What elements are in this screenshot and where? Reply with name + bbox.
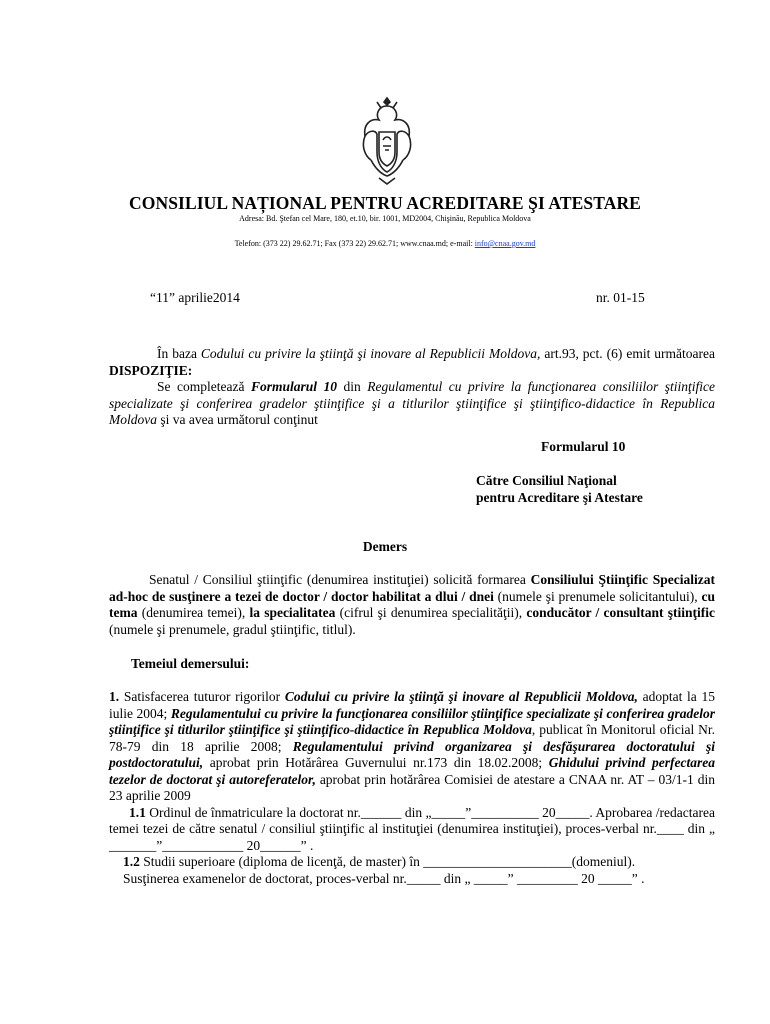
demers-heading: Demers <box>362 539 408 554</box>
institution-address: Adresa: Bd. Ştefan cel Mare, 180, et.10, bir. 1001, MD2004, Chişinău, Republica Moldova <box>239 214 531 223</box>
addressee-line: Către Consiliul Naţional <box>476 473 617 488</box>
grounds-item-1: 1. Satisfacerea tuturor rigorilor Codului cu privire la ştiinţă şi inovare al Republicii Moldova, adoptat la 15 iulie 2004; Regulamentului cu privire la funcţionarea consiliilor ştiinţifice specializate şi conferirea gradelor ştiinţifice şi titlurilor ştiinţifice şi ştiinţifico-didactice în Republica Moldova, publicat în Monitorul oficial Nr. 78-79 din 18 aprilie 2008; Regulamentului privind organizarea şi desfăşurarea doctoratului şi postdoctoratului, aprobat prin Hotărârea Guvernului nr.173 din 18.02.2008; Ghidului privind perfectarea tezelor de doctorat şi autoreferatelor, aprobat prin hotărârea Comisiei de atestare a CNAA nr. AT – 03/1-1 din 23 aprilie 2009 <box>109 689 715 803</box>
addressee-line: pentru Acreditare şi Atestare <box>476 490 643 505</box>
demers-paragraph: Senatul / Consiliul ştiinţific (denumirea instituţiei) solicită formarea Consiliului Ştiinţific Specializat ad-hoc de susţinere a tezei de doctor / doctor habilitat a dlui / dnei (numele şi prenumele solicitantului), cu tema (denumirea temei), la specialitatea (cifrul şi denumirea specialităţii), conducător / consultant ştiinţific (numele şi prenumele, gradul ştiinţific, titlul). <box>109 572 715 637</box>
grounds-item-1-2: 1.2 Studii superioare (diploma de licenţă, de master) în ______________________(domeniul). <box>123 854 636 869</box>
addressee <box>476 472 643 506</box>
intro-section <box>109 346 715 429</box>
grounds-section <box>109 689 715 887</box>
form-label: Formularul 10 <box>541 439 626 454</box>
document-number: nr. 01-15 <box>596 290 645 305</box>
dispozitie-paragraph: Se completează Formularul 10 din Regulamentul cu privire la funcţionarea consiliilor ştiinţifice specializate şi conferirea gradelor ştiinţifice şi a titlurilor ştiinţifice şi ştiinţifico-didactice în Republica Moldova şi va avea următorul conţinut <box>109 379 715 427</box>
document-date: “11” aprilie2014 <box>150 290 240 305</box>
institution-title: CONSILIUL NAȚIONAL PENTRU ACREDITARE ŞI ATESTARE <box>129 193 641 213</box>
email-link[interactable]: info@cnaa.gov.md <box>474 239 536 248</box>
institution-contact <box>0 239 770 248</box>
contact-info: Telefon: (373 22) 29.62.71; Fax (373 22) 29.62.71; www.cnaa.md; e-mail: <box>234 239 475 248</box>
grounds-heading: Temeiul demersului: <box>131 656 250 671</box>
coat-of-arms-icon <box>357 96 417 186</box>
grounds-exams: Susţinerea examenelor de doctorat, proces-verbal nr._____ din „ _____” _________ 20 _____” . <box>123 870 645 886</box>
intro-paragraph: În baza Codului cu privire la ştiinţă şi inovare al Republicii Moldova, art.93, pct. (6) emit următoarea DISPOZIŢIE: <box>109 346 715 378</box>
grounds-item-1-1: 1.1 Ordinul de înmatriculare la doctorat nr.______ din „_____”__________ 20_____. Aprobarea /redactarea temei tezei de către senatul / consiliul ştiinţific al instituţiei (denumirea instituţiei), proces-verbal nr.____ din „ _______”____________ 20______” . <box>109 804 715 853</box>
